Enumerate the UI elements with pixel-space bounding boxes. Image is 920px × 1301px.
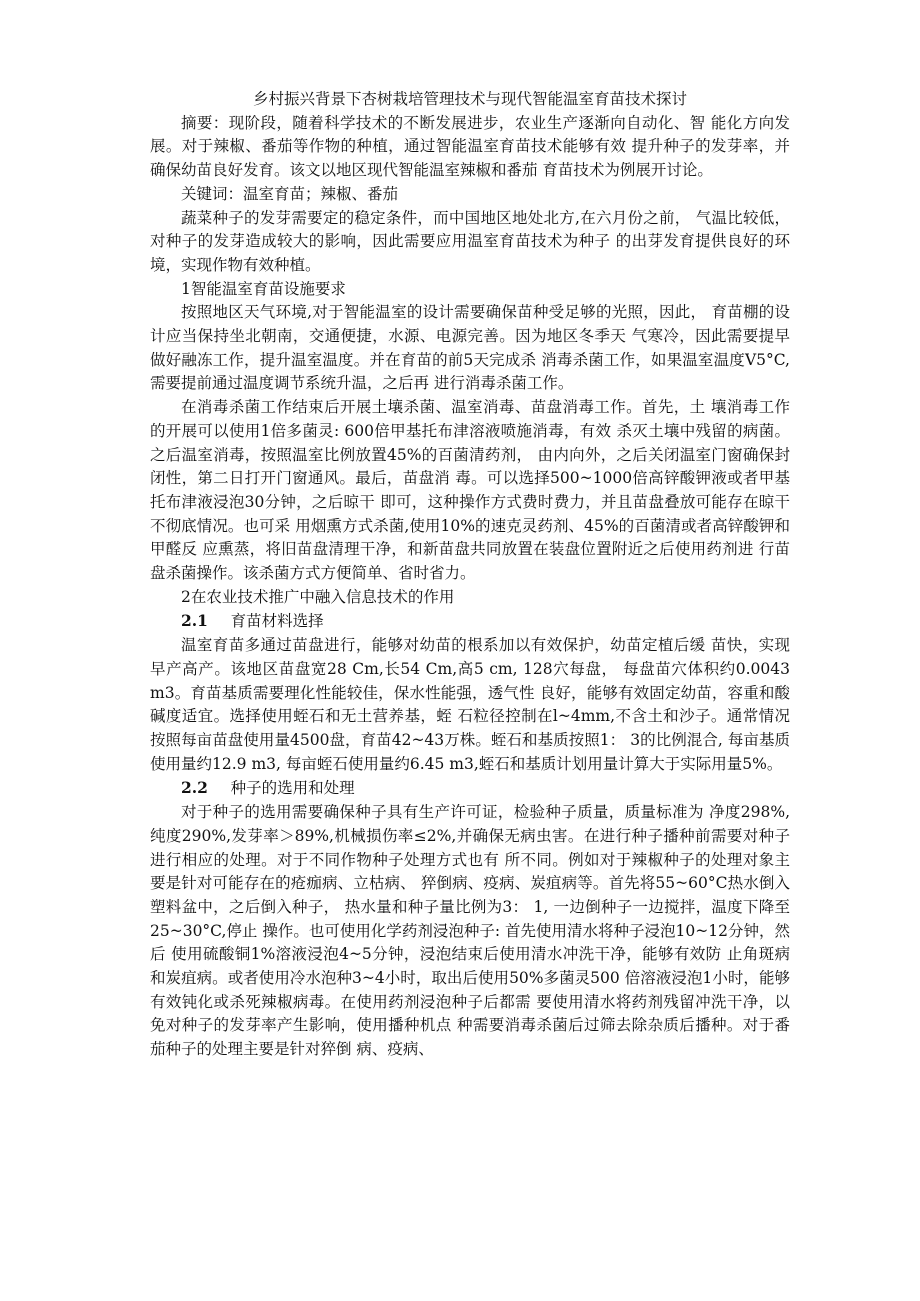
subsection-2-1-heading <box>150 609 790 634</box>
section-1-paragraph-1: 按照地区天气环境,对于智能温室的设计需要确保苗种受足够的光照，因此， 育苗棚的设计应当保持坐北朝南，交通便捷，水源、电源完善。因为地区冬季天 气寒冷，因此需要提早做好融冻工作，提升温室温度。并在育苗的前5天完成杀 消毒杀菌工作，如果温室温度V5°C,需要提前通过温度调节系统升温，之后再 进行消毒杀菌工作。 <box>150 303 790 393</box>
subsection-2-2-body: 对于种子的选用需要确保种子具有生产许可证，检验种子质量，质量标准为 净度298%,纯度290%,发芽率＞89%,机械损伤率≤2%,并确保无病虫害。在进行种子播种前需要对种子进行相应的处理。对于不同作物种子处理方式也有 所不同。例如对于辣椒种子的处理对象主要是针对可能存在的疮痂病、立枯病、 猝倒病、疫病、炭疽病等。首先将55~60°C热水倒入塑料盆中，之后倒入种子， 热水量和种子量比例为3： 1, 一边倒种子一边搅拌，温度下降至25~30°C,停止 操作。也可使用化学药剂浸泡种子: 首先使用清水将种子浸泡10~12分钟，然后 使用硫酸铜1%溶液浸泡4~5分钟，浸泡结束后使用清水冲洗干净，能够有效防 止角斑病和炭疽病。或者使用冷水泡种3~4小时，取出后使用50%多菌灵500 倍溶液浸泡1小时，能够有效钝化或杀死辣椒病毒。在使用药剂浸泡种子后都需 要使用清水将药剂残留冲洗干净，以免对种子的发芽率产生影响，使用播种机点 种需要消毒杀菌后过筛去除杂质后播种。对于番茄种子的处理主要是针对猝倒 病、疫病、 <box>150 803 790 1059</box>
intro-paragraph: 蔬菜种子的发芽需要定的稳定条件，而中国地区地处北方,在六月份之前， 气温比较低，对种子的发芽造成较大的影响，因此需要应用温室育苗技术为种子 的出芽发育提供良好的环境，实现作物有效种植。 <box>150 208 790 274</box>
subsection-2-2-heading <box>150 776 790 801</box>
keywords-paragraph: 关键词：温室育苗；辣椒、番茄 <box>181 184 399 203</box>
subsection-2-1-body: 温室育苗多通过苗盘进行，能够对幼苗的根系加以有效保护，幼苗定植后缓 苗快，实现早产高产。该地区苗盘宽28 Cm,长54 Cm,高5 cm, 128穴每盘， 每盘苗穴体积约0.0043 m3。育苗基质需要理化性能较佳，保水性能强，透气性 良好，能够有效固定幼苗，容重和酸碱度适宜。选择使用蛭石和无土营养基，蛭 石粒径控制在l~4mm,不含土和沙子。通常情况按照每亩苗盘使用量4500盘，育苗42~43万株。蛭石和基质按照1： 3的比例混合, 每亩基质使用量约12.9 m3, 每亩蛭石使用量约6.45 m3,蛭石和基质计划用量计算大于实际用量5%。 <box>150 636 790 773</box>
subsection-title: 育苗材料选择 <box>230 612 324 631</box>
abstract-paragraph: 摘要：现阶段，随着科学技术的不断发展进步，农业生产逐渐向自动化、智 能化方向发展。对于辣椒、番茄等作物的种植，通过智能温室育苗技术能够有效 提升种子的发芽率，并确保幼苗良好发育。该文以地区现代智能温室辣椒和番茄 育苗技术为例展开讨论。 <box>150 113 790 180</box>
document-title: 乡村振兴背景下杏树栽培管理技术与现代智能温室育苗技术探讨 <box>252 90 687 108</box>
section-2-heading: 2在农业技术推广中融入信息技术的作用 <box>181 587 455 606</box>
document-page <box>150 88 790 1062</box>
subsection-title: 种子的选用和处理 <box>230 779 355 798</box>
subsection-number: 2.2 <box>181 778 208 798</box>
section-1-heading: 1智能温室育苗设施要求 <box>181 279 346 298</box>
section-1-paragraph-2: 在消毒杀菌工作结束后开展土壤杀菌、温室消毒、苗盘消毒工作。首先，土 壤消毒工作的开展可以使用1倍多菌灵: 600倍甲基托布津溶液喷施消毒，有效 杀灭土壤中残留的病菌。之后温室消毒，按照温室比例放置45%的百菌清药剂， 由内向外，之后关闭温室门窗确保封闭性，第二日打开门窗通风。最后，苗盘消 毒。可以选择500~1000倍高锌酸钾液或者甲基托布津液浸泡30分钟，之后晾干 即可，这种操作方式费时费力，并且苗盘叠放可能存在晾干不彻底情况。也可采 用烟熏方式杀菌,使用10%的速克灵药剂、45%的百菌清或者高锌酸钾和甲醛反 应熏蒸，将旧苗盘清理干净，和新苗盘共同放置在装盘位置附近之后使用药剂进 行苗盘杀菌操作。该杀菌方式方便简单、省时省力。 <box>150 398 790 583</box>
subsection-number: 2.1 <box>181 611 208 631</box>
